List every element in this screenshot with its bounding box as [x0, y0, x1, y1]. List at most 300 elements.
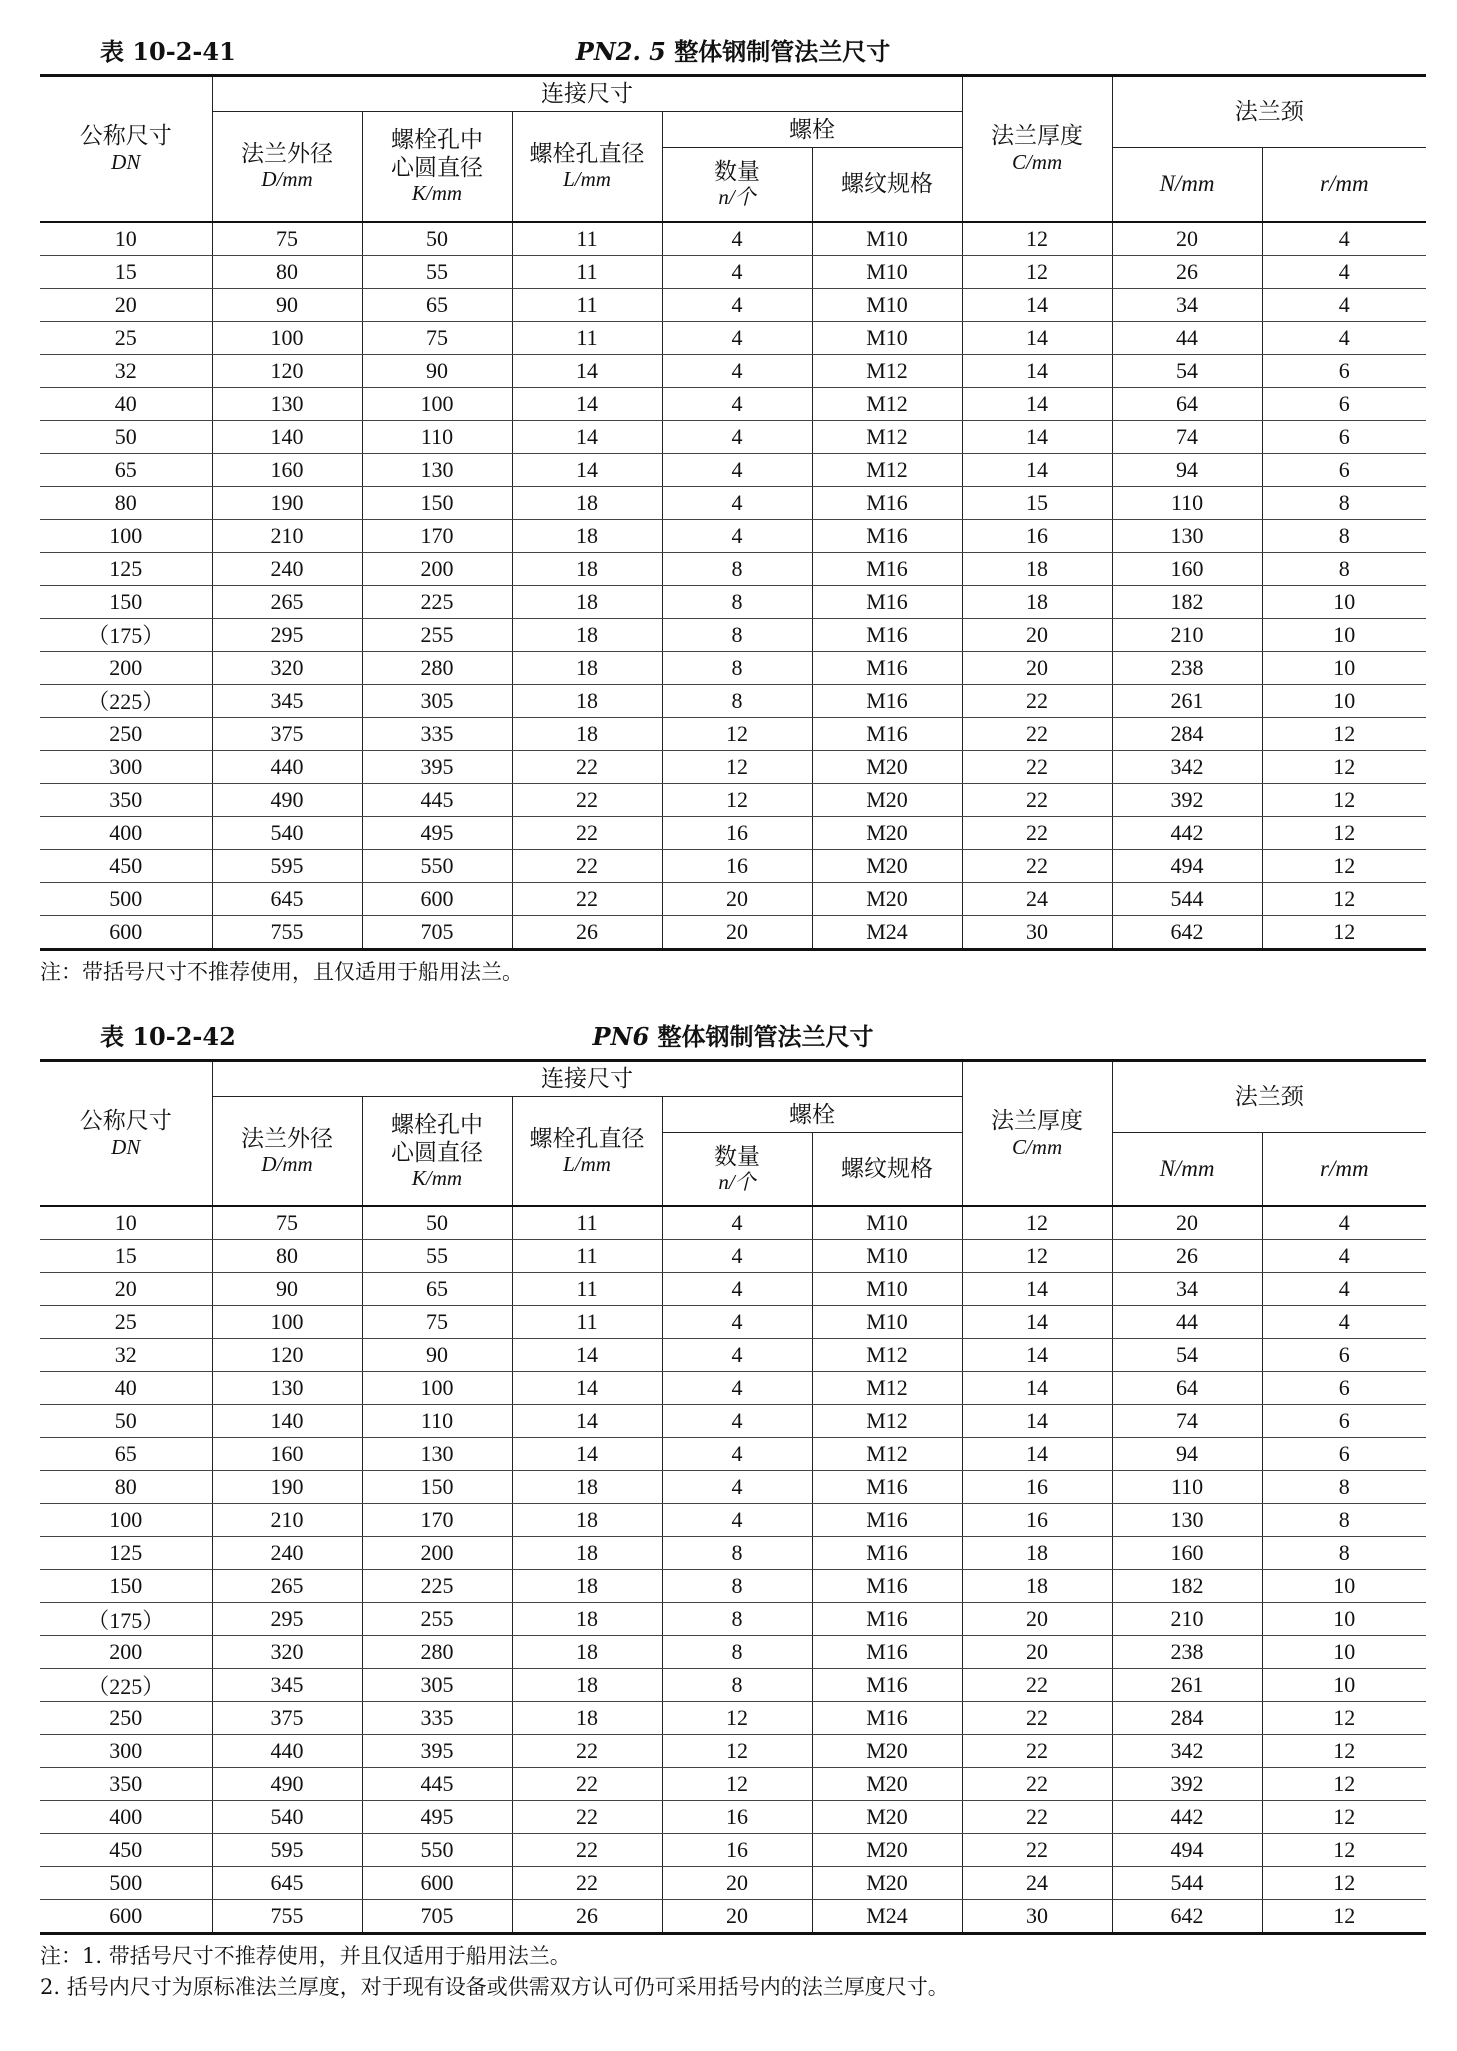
cell-outer-diameter: 540: [212, 1801, 362, 1834]
cell-nominal-size: 150: [40, 1570, 212, 1603]
cell-neck-n: 94: [1112, 1438, 1262, 1471]
table-row: [40, 1570, 1426, 1603]
cell-flange-thickness: 30: [962, 915, 1112, 949]
table-row: [40, 552, 1426, 585]
cell-neck-r: 12: [1262, 816, 1426, 849]
cell-bolt-circle-diameter: 200: [362, 552, 512, 585]
cell-bolt-hole-diameter: 18: [512, 618, 662, 651]
cell-neck-r: 12: [1262, 750, 1426, 783]
cell-bolt-hole-diameter: 11: [512, 1206, 662, 1240]
table-row: [40, 1504, 1426, 1537]
table-row: [40, 420, 1426, 453]
cell-thread-spec: M20: [812, 750, 962, 783]
cell-outer-diameter: 210: [212, 1504, 362, 1537]
cell-bolt-circle-diameter: 110: [362, 420, 512, 453]
cell-outer-diameter: 595: [212, 849, 362, 882]
header-neck-r: r/mm: [1262, 1132, 1426, 1206]
cell-bolt-hole-diameter: 26: [512, 1900, 662, 1934]
cell-bolt-quantity: 4: [662, 387, 812, 420]
table-note: 2. 括号内尺寸为原标准法兰厚度，对于现有设备或供需双方认可仍可采用括号内的法兰厚度尺寸。: [40, 1974, 949, 1999]
cell-neck-r: 6: [1262, 453, 1426, 486]
header-neck-n: N/mm: [1112, 148, 1262, 222]
cell-thread-spec: M12: [812, 1372, 962, 1405]
cell-bolt-circle-diameter: 445: [362, 1768, 512, 1801]
table-row: [40, 486, 1426, 519]
header-bolt-circle-diameter: [362, 1096, 512, 1206]
header-outer-diameter-label: 法兰外径: [241, 140, 333, 166]
header-bolt-quantity-label: 数量: [714, 158, 760, 184]
table-row: [40, 1438, 1426, 1471]
cell-outer-diameter: 645: [212, 882, 362, 915]
cell-nominal-size: 350: [40, 1768, 212, 1801]
cell-bolt-circle-diameter: 255: [362, 1603, 512, 1636]
cell-neck-n: 26: [1112, 255, 1262, 288]
header-bolt-hole-diameter: [512, 112, 662, 222]
cell-nominal-size: 300: [40, 1735, 212, 1768]
cell-neck-n: 20: [1112, 1206, 1262, 1240]
cell-neck-r: 8: [1262, 1471, 1426, 1504]
cell-bolt-circle-diameter: 130: [362, 453, 512, 486]
cell-outer-diameter: 130: [212, 1372, 362, 1405]
cell-flange-thickness: 22: [962, 1768, 1112, 1801]
cell-bolt-hole-diameter: 22: [512, 1768, 662, 1801]
cell-thread-spec: M16: [812, 651, 962, 684]
cell-nominal-size: 150: [40, 585, 212, 618]
table-row: [40, 1669, 1426, 1702]
header-thread-spec: 螺纹规格: [812, 1132, 962, 1206]
cell-outer-diameter: 160: [212, 453, 362, 486]
cell-thread-spec: M10: [812, 1306, 962, 1339]
cell-neck-n: 210: [1112, 618, 1262, 651]
cell-outer-diameter: 90: [212, 288, 362, 321]
header-bolt-quantity: [662, 148, 812, 222]
header-bolt-circle-line2: 心圆直径: [391, 1139, 483, 1165]
cell-neck-n: 160: [1112, 552, 1262, 585]
cell-outer-diameter: 755: [212, 915, 362, 949]
flange-dimension-table: [40, 74, 1426, 951]
cell-bolt-circle-diameter: 600: [362, 882, 512, 915]
cell-bolt-quantity: 8: [662, 618, 812, 651]
header-flange-thickness-unit: C/mm: [1011, 1134, 1063, 1159]
cell-neck-r: 8: [1262, 552, 1426, 585]
cell-neck-n: 642: [1112, 1900, 1262, 1934]
header-bolt-circle-unit: K/mm: [411, 181, 463, 206]
cell-neck-r: 4: [1262, 1240, 1426, 1273]
cell-thread-spec: M16: [812, 1603, 962, 1636]
header-outer-diameter-label: 法兰外径: [241, 1125, 333, 1151]
cell-nominal-size: 250: [40, 1702, 212, 1735]
cell-thread-spec: M16: [812, 684, 962, 717]
cell-neck-r: 12: [1262, 783, 1426, 816]
cell-bolt-circle-diameter: 705: [362, 1900, 512, 1934]
cell-neck-n: 284: [1112, 717, 1262, 750]
cell-thread-spec: M20: [812, 1735, 962, 1768]
table-row: [40, 1603, 1426, 1636]
cell-nominal-size: 80: [40, 486, 212, 519]
cell-bolt-quantity: 8: [662, 651, 812, 684]
cell-neck-r: 12: [1262, 1702, 1426, 1735]
cell-bolt-hole-diameter: 14: [512, 453, 662, 486]
cell-bolt-quantity: 12: [662, 1735, 812, 1768]
cell-neck-r: 4: [1262, 288, 1426, 321]
cell-neck-r: 4: [1262, 1306, 1426, 1339]
cell-neck-n: 342: [1112, 750, 1262, 783]
cell-neck-n: 44: [1112, 1306, 1262, 1339]
cell-bolt-hole-diameter: 18: [512, 486, 662, 519]
cell-flange-thickness: 14: [962, 1339, 1112, 1372]
cell-nominal-size: 125: [40, 1537, 212, 1570]
cell-bolt-circle-diameter: 305: [362, 1669, 512, 1702]
cell-neck-r: 10: [1262, 684, 1426, 717]
cell-nominal-size: 350: [40, 783, 212, 816]
cell-neck-n: 26: [1112, 1240, 1262, 1273]
cell-flange-thickness: 22: [962, 816, 1112, 849]
cell-outer-diameter: 320: [212, 1636, 362, 1669]
cell-neck-r: 10: [1262, 1669, 1426, 1702]
cell-neck-r: 10: [1262, 1636, 1426, 1669]
cell-neck-r: 8: [1262, 486, 1426, 519]
cell-outer-diameter: 120: [212, 1339, 362, 1372]
table-row: [40, 618, 1426, 651]
cell-flange-thickness: 16: [962, 1471, 1112, 1504]
cell-outer-diameter: 140: [212, 1405, 362, 1438]
cell-outer-diameter: 490: [212, 783, 362, 816]
cell-bolt-circle-diameter: 550: [362, 849, 512, 882]
table-row: [40, 1306, 1426, 1339]
cell-bolt-hole-diameter: 11: [512, 222, 662, 256]
cell-nominal-size: 25: [40, 1306, 212, 1339]
table-row: [40, 651, 1426, 684]
header-outer-diameter: [212, 112, 362, 222]
cell-nominal-size: 600: [40, 915, 212, 949]
cell-bolt-hole-diameter: 18: [512, 519, 662, 552]
table-row: [40, 321, 1426, 354]
cell-bolt-circle-diameter: 550: [362, 1834, 512, 1867]
table-row: [40, 1537, 1426, 1570]
cell-thread-spec: M12: [812, 1405, 962, 1438]
header-bolt-circle-line1: 螺栓孔中: [391, 127, 483, 153]
header-flange-thickness-unit: C/mm: [1011, 149, 1063, 174]
cell-bolt-circle-diameter: 445: [362, 783, 512, 816]
cell-bolt-hole-diameter: 14: [512, 1339, 662, 1372]
header-bolt-quantity-label: 数量: [714, 1143, 760, 1169]
cell-neck-r: 4: [1262, 1273, 1426, 1306]
table-header: [40, 76, 1426, 222]
cell-bolt-quantity: 4: [662, 1339, 812, 1372]
cell-bolt-quantity: 8: [662, 1570, 812, 1603]
cell-bolt-quantity: 4: [662, 1405, 812, 1438]
cell-neck-r: 12: [1262, 717, 1426, 750]
cell-bolt-hole-diameter: 18: [512, 1471, 662, 1504]
cell-flange-thickness: 14: [962, 420, 1112, 453]
header-flange-neck: 法兰颈: [1112, 1060, 1426, 1132]
cell-neck-n: 160: [1112, 1537, 1262, 1570]
cell-neck-n: 64: [1112, 1372, 1262, 1405]
cell-outer-diameter: 140: [212, 420, 362, 453]
cell-flange-thickness: 22: [962, 750, 1112, 783]
cell-neck-n: 34: [1112, 1273, 1262, 1306]
header-flange-thickness-label: 法兰厚度: [991, 123, 1084, 149]
cell-neck-r: 10: [1262, 1603, 1426, 1636]
table-row: [40, 1867, 1426, 1900]
table-row: [40, 717, 1426, 750]
cell-bolt-hole-diameter: 18: [512, 651, 662, 684]
cell-bolt-hole-diameter: 18: [512, 552, 662, 585]
cell-neck-r: 6: [1262, 387, 1426, 420]
table-number: 表 10-2-41: [100, 37, 236, 66]
cell-bolt-quantity: 8: [662, 585, 812, 618]
cell-neck-r: 6: [1262, 354, 1426, 387]
cell-flange-thickness: 12: [962, 1240, 1112, 1273]
cell-bolt-quantity: 8: [662, 1669, 812, 1702]
table-header: [40, 1060, 1426, 1206]
cell-thread-spec: M20: [812, 816, 962, 849]
cell-bolt-quantity: 20: [662, 1900, 812, 1934]
cell-bolt-circle-diameter: 395: [362, 1735, 512, 1768]
table-title: [40, 1017, 1426, 1052]
header-bolt-hole-label: 螺栓孔直径: [529, 1125, 645, 1151]
cell-neck-n: 392: [1112, 783, 1262, 816]
cell-neck-r: 4: [1262, 321, 1426, 354]
pressure-rating: PN6: [592, 1021, 650, 1051]
cell-bolt-hole-diameter: 14: [512, 354, 662, 387]
cell-thread-spec: M16: [812, 585, 962, 618]
cell-flange-thickness: 18: [962, 1537, 1112, 1570]
cell-flange-thickness: 14: [962, 1405, 1112, 1438]
cell-neck-n: 20: [1112, 222, 1262, 256]
header-neck-n: N/mm: [1112, 1132, 1262, 1206]
table-row: [40, 1768, 1426, 1801]
cell-bolt-hole-diameter: 22: [512, 1735, 662, 1768]
cell-flange-thickness: 18: [962, 585, 1112, 618]
cell-flange-thickness: 22: [962, 717, 1112, 750]
cell-outer-diameter: 375: [212, 717, 362, 750]
cell-nominal-size: 100: [40, 519, 212, 552]
cell-nominal-size: 200: [40, 651, 212, 684]
cell-nominal-size: 15: [40, 255, 212, 288]
header-bolt-quantity-unit: n/个: [718, 1170, 756, 1195]
cell-nominal-size: （225）: [40, 1669, 212, 1702]
cell-bolt-hole-diameter: 18: [512, 1537, 662, 1570]
cell-bolt-circle-diameter: 395: [362, 750, 512, 783]
cell-neck-n: 110: [1112, 486, 1262, 519]
cell-bolt-hole-diameter: 22: [512, 849, 662, 882]
cell-bolt-hole-diameter: 14: [512, 420, 662, 453]
cell-outer-diameter: 100: [212, 1306, 362, 1339]
cell-thread-spec: M16: [812, 1537, 962, 1570]
cell-neck-n: 74: [1112, 420, 1262, 453]
table-title: [40, 32, 1426, 67]
cell-bolt-hole-diameter: 22: [512, 750, 662, 783]
cell-outer-diameter: 90: [212, 1273, 362, 1306]
cell-bolt-quantity: 8: [662, 1636, 812, 1669]
table-row: [40, 1471, 1426, 1504]
header-bolt-hole-unit: L/mm: [563, 167, 611, 192]
cell-bolt-quantity: 4: [662, 486, 812, 519]
cell-neck-n: 54: [1112, 354, 1262, 387]
cell-bolt-quantity: 8: [662, 552, 812, 585]
cell-flange-thickness: 14: [962, 321, 1112, 354]
cell-bolt-quantity: 4: [662, 354, 812, 387]
cell-nominal-size: 40: [40, 387, 212, 420]
table-row: [40, 1372, 1426, 1405]
cell-bolt-hole-diameter: 18: [512, 717, 662, 750]
cell-neck-r: 6: [1262, 1405, 1426, 1438]
header-flange-thickness: [962, 76, 1112, 222]
cell-bolt-circle-diameter: 50: [362, 222, 512, 256]
cell-thread-spec: M16: [812, 1669, 962, 1702]
table-row: [40, 783, 1426, 816]
cell-bolt-quantity: 4: [662, 1206, 812, 1240]
cell-thread-spec: M10: [812, 1206, 962, 1240]
cell-bolt-circle-diameter: 90: [362, 354, 512, 387]
cell-bolt-quantity: 8: [662, 1603, 812, 1636]
table-row: [40, 1702, 1426, 1735]
cell-neck-r: 12: [1262, 849, 1426, 882]
cell-thread-spec: M10: [812, 255, 962, 288]
cell-nominal-size: 500: [40, 882, 212, 915]
cell-neck-n: 494: [1112, 1834, 1262, 1867]
cell-thread-spec: M20: [812, 882, 962, 915]
cell-flange-thickness: 20: [962, 1636, 1112, 1669]
header-bolt-hole-unit: L/mm: [563, 1152, 611, 1177]
cell-bolt-circle-diameter: 55: [362, 1240, 512, 1273]
cell-bolt-circle-diameter: 170: [362, 519, 512, 552]
header-outer-diameter: [212, 1096, 362, 1206]
cell-nominal-size: 15: [40, 1240, 212, 1273]
cell-outer-diameter: 75: [212, 1206, 362, 1240]
cell-bolt-hole-diameter: 11: [512, 1273, 662, 1306]
cell-bolt-quantity: 4: [662, 420, 812, 453]
cell-outer-diameter: 345: [212, 684, 362, 717]
cell-nominal-size: 50: [40, 420, 212, 453]
cell-bolt-circle-diameter: 495: [362, 1801, 512, 1834]
cell-thread-spec: M24: [812, 915, 962, 949]
cell-bolt-quantity: 12: [662, 1702, 812, 1735]
cell-outer-diameter: 295: [212, 1603, 362, 1636]
cell-neck-n: 284: [1112, 1702, 1262, 1735]
table-row: [40, 585, 1426, 618]
cell-outer-diameter: 320: [212, 651, 362, 684]
cell-flange-thickness: 22: [962, 849, 1112, 882]
cell-bolt-hole-diameter: 11: [512, 1240, 662, 1273]
header-bolt-hole-label: 螺栓孔直径: [529, 140, 645, 166]
cell-bolt-circle-diameter: 255: [362, 618, 512, 651]
cell-neck-r: 4: [1262, 222, 1426, 256]
header-nominal-size: [40, 76, 212, 222]
table-row: [40, 1636, 1426, 1669]
cell-nominal-size: （175）: [40, 618, 212, 651]
header-bolt-quantity-unit: n/个: [718, 185, 756, 210]
cell-neck-r: 12: [1262, 915, 1426, 949]
cell-thread-spec: M12: [812, 420, 962, 453]
cell-flange-thickness: 14: [962, 387, 1112, 420]
cell-neck-n: 544: [1112, 882, 1262, 915]
table-row: [40, 882, 1426, 915]
cell-bolt-circle-diameter: 280: [362, 1636, 512, 1669]
cell-neck-n: 261: [1112, 684, 1262, 717]
cell-flange-thickness: 30: [962, 1900, 1112, 1934]
table-row: [40, 915, 1426, 949]
cell-neck-r: 4: [1262, 255, 1426, 288]
cell-neck-r: 12: [1262, 882, 1426, 915]
cell-neck-r: 10: [1262, 585, 1426, 618]
cell-neck-n: 130: [1112, 1504, 1262, 1537]
header-neck-r: r/mm: [1262, 148, 1426, 222]
cell-flange-thickness: 14: [962, 288, 1112, 321]
table-row: [40, 1735, 1426, 1768]
table-row: [40, 288, 1426, 321]
table-row: [40, 453, 1426, 486]
cell-bolt-hole-diameter: 11: [512, 1306, 662, 1339]
table-row: [40, 519, 1426, 552]
cell-neck-n: 110: [1112, 1471, 1262, 1504]
cell-bolt-quantity: 16: [662, 849, 812, 882]
cell-neck-n: 392: [1112, 1768, 1262, 1801]
cell-flange-thickness: 22: [962, 1669, 1112, 1702]
cell-thread-spec: M16: [812, 717, 962, 750]
cell-thread-spec: M16: [812, 519, 962, 552]
header-bolt: 螺栓: [662, 112, 962, 148]
table-body: [40, 1206, 1426, 1934]
header-bolt-quantity: [662, 1132, 812, 1206]
cell-outer-diameter: 80: [212, 1240, 362, 1273]
cell-bolt-hole-diameter: 11: [512, 321, 662, 354]
cell-bolt-hole-diameter: 14: [512, 387, 662, 420]
header-flange-thickness: [962, 1060, 1112, 1206]
table-row: [40, 1240, 1426, 1273]
cell-flange-thickness: 18: [962, 1570, 1112, 1603]
header-nominal-size: [40, 1060, 212, 1206]
cell-bolt-quantity: 4: [662, 321, 812, 354]
cell-outer-diameter: 120: [212, 354, 362, 387]
cell-outer-diameter: 240: [212, 1537, 362, 1570]
cell-neck-r: 12: [1262, 1900, 1426, 1934]
header-connection-dimensions: 连接尺寸: [212, 1060, 962, 1096]
cell-neck-n: 210: [1112, 1603, 1262, 1636]
cell-flange-thickness: 14: [962, 1306, 1112, 1339]
cell-flange-thickness: 15: [962, 486, 1112, 519]
cell-bolt-hole-diameter: 22: [512, 816, 662, 849]
cell-bolt-quantity: 16: [662, 816, 812, 849]
cell-neck-n: 54: [1112, 1339, 1262, 1372]
cell-flange-thickness: 16: [962, 1504, 1112, 1537]
cell-bolt-hole-diameter: 18: [512, 1669, 662, 1702]
table-caption: [40, 1013, 1426, 1059]
cell-nominal-size: 400: [40, 1801, 212, 1834]
cell-bolt-hole-diameter: 22: [512, 1867, 662, 1900]
cell-bolt-hole-diameter: 18: [512, 1636, 662, 1669]
cell-thread-spec: M16: [812, 618, 962, 651]
cell-thread-spec: M20: [812, 849, 962, 882]
cell-neck-n: 544: [1112, 1867, 1262, 1900]
cell-bolt-hole-diameter: 14: [512, 1372, 662, 1405]
cell-bolt-quantity: 4: [662, 1504, 812, 1537]
cell-bolt-hole-diameter: 11: [512, 288, 662, 321]
cell-thread-spec: M12: [812, 354, 962, 387]
cell-neck-n: 74: [1112, 1405, 1262, 1438]
cell-bolt-circle-diameter: 150: [362, 1471, 512, 1504]
cell-thread-spec: M20: [812, 783, 962, 816]
cell-outer-diameter: 645: [212, 1867, 362, 1900]
cell-thread-spec: M12: [812, 1438, 962, 1471]
cell-neck-r: 6: [1262, 1438, 1426, 1471]
cell-nominal-size: 20: [40, 288, 212, 321]
cell-flange-thickness: 14: [962, 354, 1112, 387]
cell-nominal-size: 600: [40, 1900, 212, 1934]
cell-bolt-hole-diameter: 22: [512, 783, 662, 816]
cell-bolt-hole-diameter: 18: [512, 585, 662, 618]
